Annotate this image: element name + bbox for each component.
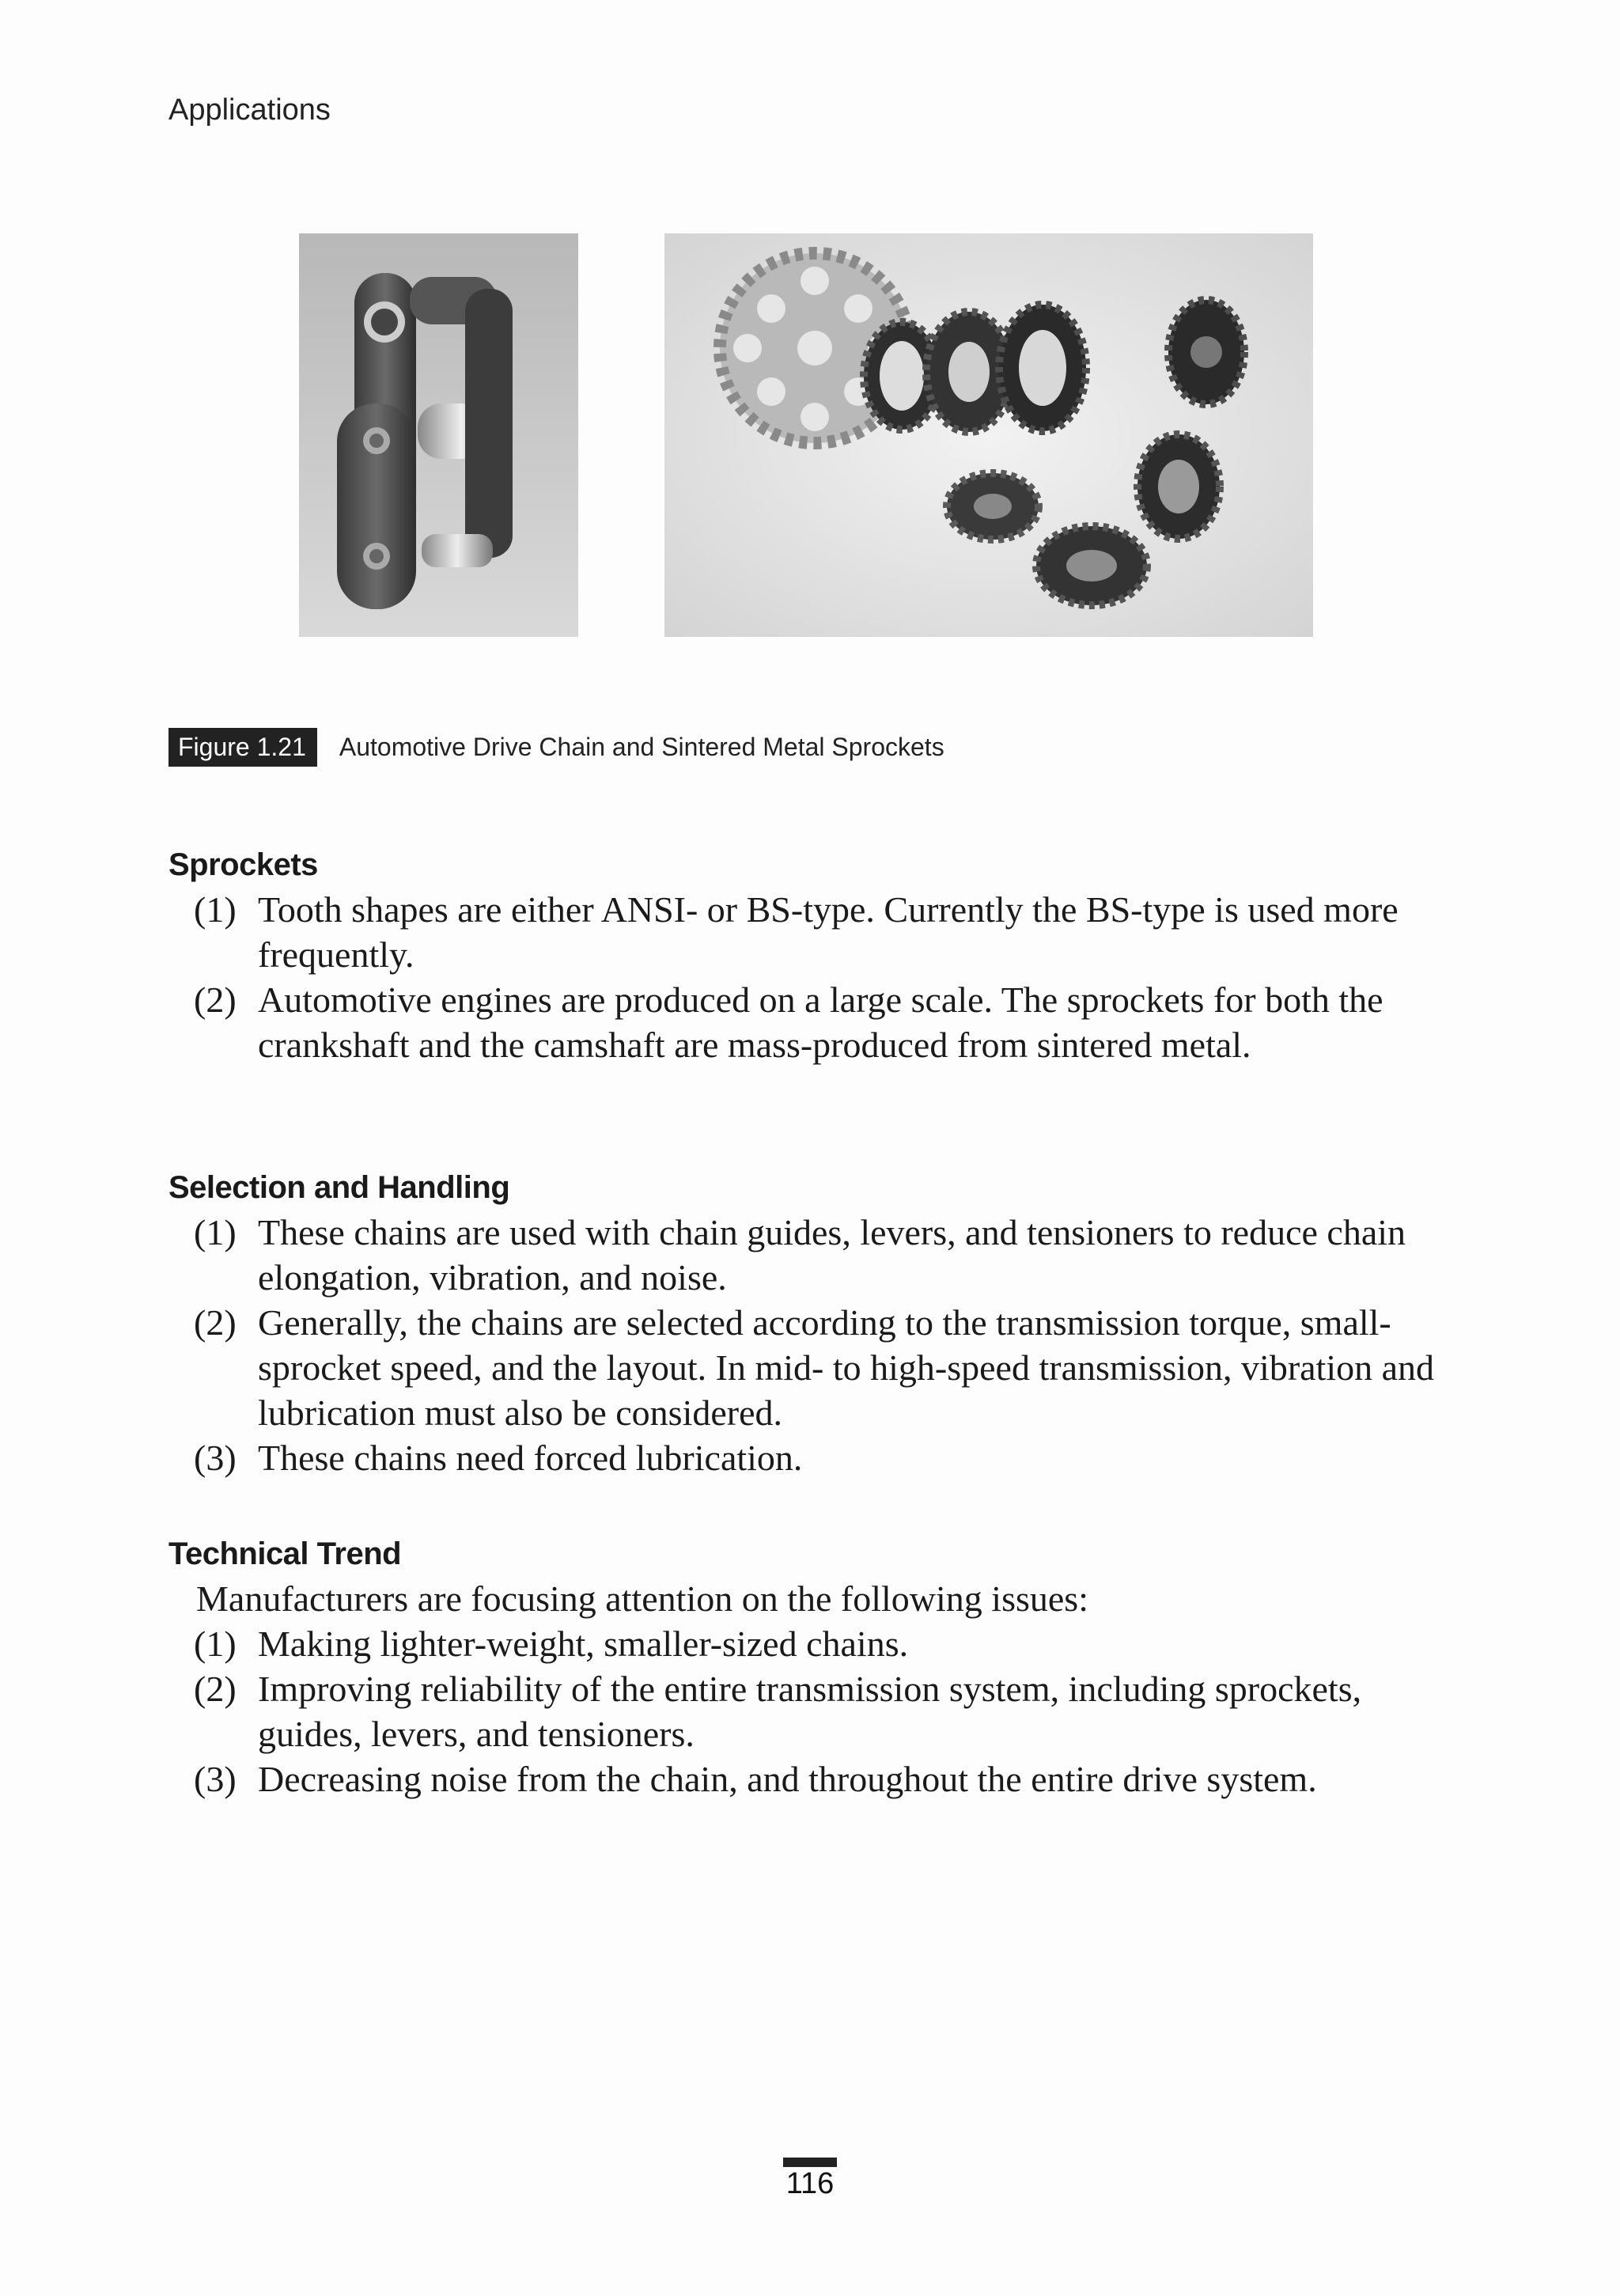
- list-item: [168, 977, 1466, 1067]
- list-text: Improving reliability of the entire transmission system, including sprockets, guides, levers, and tensioners.: [258, 1669, 1362, 1754]
- list-number: (1): [194, 1212, 237, 1252]
- list-item: [168, 1435, 1466, 1480]
- list-text: These chains need forced lubrication.: [258, 1438, 803, 1478]
- list-item: [168, 1756, 1466, 1802]
- list-number: (2): [194, 1669, 237, 1709]
- list-item: [168, 1621, 1466, 1666]
- section-technical-trend: [168, 1532, 1466, 1802]
- section-heading: Sprockets: [168, 847, 318, 882]
- drive-chain-photo: [299, 233, 578, 637]
- list-number: (2): [194, 1302, 237, 1343]
- figure-label: Figure 1.21: [168, 728, 317, 767]
- list-number: (3): [194, 1759, 237, 1799]
- list-item: [168, 1666, 1466, 1756]
- section-intro: Manufacturers are focusing attention on the following issues:: [196, 1578, 1088, 1619]
- list-item: [168, 1210, 1466, 1300]
- running-head: Applications: [168, 93, 331, 127]
- section-heading: Technical Trend: [168, 1536, 402, 1571]
- list-text: Automotive engines are produced on a large scale. The sprockets for both the crankshaft and the camshaft are mass-produced from sintered metal.: [258, 979, 1383, 1065]
- figure-caption: [168, 728, 944, 767]
- section-heading: Selection and Handling: [168, 1170, 510, 1205]
- list-text: Generally, the chains are selected according to the transmission torque, small-sprocket speed, and the layout. In mid- to high-speed transmission, vibration and lubrication must also be considered.: [258, 1302, 1435, 1433]
- list-text: Making lighter-weight, smaller-sized chains.: [258, 1623, 909, 1664]
- list-number: (2): [194, 979, 237, 1020]
- sintered-sprockets-photo: [664, 233, 1313, 637]
- list-text: Tooth shapes are either ANSI- or BS-type. Currently the BS-type is used more frequently.: [258, 889, 1399, 975]
- figure-caption-text: Automotive Drive Chain and Sintered Metal Sprockets: [339, 733, 944, 761]
- list-text: These chains are used with chain guides, levers, and tensioners to reduce chain elongation, vibration, and noise.: [258, 1212, 1406, 1298]
- page-number: 116: [783, 2158, 837, 2201]
- list-item: [168, 1300, 1466, 1435]
- list-item: [168, 887, 1466, 977]
- list-number: (1): [194, 889, 237, 930]
- list-text: Decreasing noise from the chain, and throughout the entire drive system.: [258, 1759, 1317, 1799]
- section-selection-handling: [168, 1165, 1466, 1480]
- list-number: (3): [194, 1438, 237, 1478]
- section-sprockets: [168, 843, 1466, 1067]
- list-number: (1): [194, 1623, 237, 1664]
